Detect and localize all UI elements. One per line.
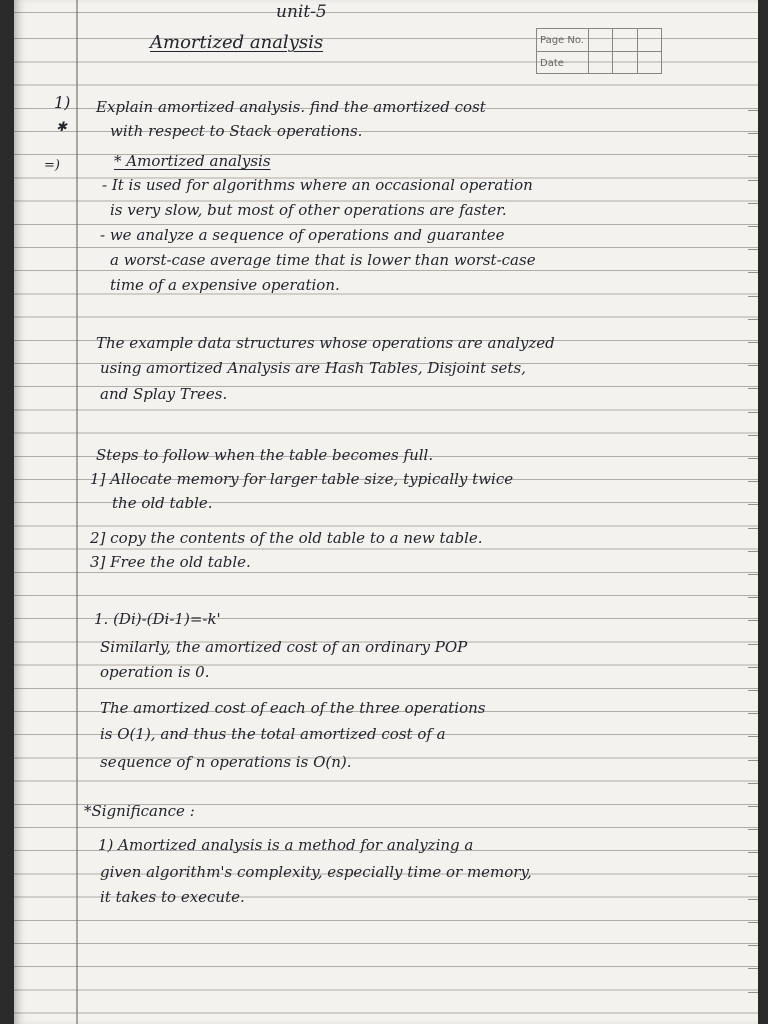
margin-tick xyxy=(748,435,758,436)
margin-tick xyxy=(748,156,758,157)
text-line: is very slow, but most of other operations are faster. xyxy=(110,201,507,219)
margin-tick xyxy=(748,272,758,273)
date-label: Date xyxy=(537,52,589,74)
text-line: using amortized Analysis are Hash Tables, Disjoint sets, xyxy=(100,359,526,377)
margin-tick xyxy=(748,713,758,714)
text-line: time of a expensive operation. xyxy=(110,276,340,294)
margin-tick xyxy=(748,388,758,389)
margin-tick xyxy=(748,249,758,250)
margin-tick xyxy=(748,226,758,227)
margin-tick xyxy=(748,968,758,969)
margin-tick xyxy=(748,481,758,482)
star-mark: ✱ xyxy=(56,120,67,135)
margin-tick xyxy=(748,899,758,900)
margin-tick xyxy=(748,922,758,923)
text-line: * Amortized analysis xyxy=(114,152,271,170)
text-line: and Splay Trees. xyxy=(100,385,228,403)
margin-tick xyxy=(748,690,758,691)
text-line: - we analyze a sequence of operations and guarantee xyxy=(100,226,505,244)
margin-tick xyxy=(748,504,758,505)
margin-tick xyxy=(748,365,758,366)
page-date-box xyxy=(536,28,662,74)
answer-arrow-mark: =) xyxy=(44,158,60,173)
text-line: given algorithm's complexity, especially time or memory, xyxy=(100,863,532,881)
margin-tick xyxy=(748,551,758,552)
margin-tick xyxy=(748,180,758,181)
text-line: operation is 0. xyxy=(100,663,210,681)
margin-tick xyxy=(748,203,758,204)
text-line: the old table. xyxy=(112,494,213,512)
margin-tick xyxy=(748,829,758,830)
margin-tick xyxy=(748,945,758,946)
text-line: Explain amortized analysis. find the amortized cost xyxy=(96,98,486,116)
notebook-page xyxy=(14,0,758,1024)
margin-tick xyxy=(748,620,758,621)
text-line: The amortized cost of each of the three operations xyxy=(100,699,486,717)
margin-tick xyxy=(748,992,758,993)
margin-tick xyxy=(748,133,758,134)
text-line: Similarly, the amortized cost of an ordinary POP xyxy=(100,638,468,656)
margin-tick xyxy=(748,319,758,320)
margin-tick xyxy=(748,412,758,413)
unit-heading: unit-5 xyxy=(276,2,327,22)
margin-tick xyxy=(748,458,758,459)
text-line: is O(1), and thus the total amortized cost of a xyxy=(100,725,446,743)
text-line: 3] Free the old table. xyxy=(90,553,251,571)
question-number-mark: 1) xyxy=(54,93,71,112)
text-line: sequence of n operations is O(n). xyxy=(100,753,352,771)
text-line: The example data structures whose operations are analyzed xyxy=(96,334,555,352)
page-no-label: Page No. xyxy=(537,29,589,51)
margin-tick xyxy=(748,110,758,111)
margin-tick xyxy=(748,597,758,598)
margin-tick xyxy=(748,760,758,761)
margin-line xyxy=(76,0,78,1024)
margin-tick xyxy=(748,528,758,529)
margin-tick xyxy=(748,852,758,853)
margin-tick xyxy=(748,342,758,343)
margin-tick xyxy=(748,296,758,297)
text-line: 2] copy the contents of the old table to a new table. xyxy=(90,529,483,547)
text-line: - It is used for algorithms where an occasional operation xyxy=(102,176,533,194)
page-title: Amortized analysis xyxy=(150,32,324,53)
text-line: 1. (Di)-(Di-1)=-k' xyxy=(94,610,221,628)
margin-tick xyxy=(748,667,758,668)
margin-tick xyxy=(748,644,758,645)
text-line: with respect to Stack operations. xyxy=(110,122,363,140)
text-line: 1) Amortized analysis is a method for analyzing a xyxy=(98,836,474,854)
text-line: it takes to execute. xyxy=(100,888,245,906)
margin-tick xyxy=(748,783,758,784)
text-line: Steps to follow when the table becomes full. xyxy=(96,446,434,464)
margin-tick xyxy=(748,574,758,575)
margin-tick xyxy=(748,736,758,737)
margin-tick xyxy=(748,806,758,807)
text-line: *Significance : xyxy=(84,802,195,820)
text-line: a worst-case average time that is lower than worst-case xyxy=(110,251,536,269)
text-line: 1] Allocate memory for larger table size, typically twice xyxy=(90,470,514,488)
margin-tick xyxy=(748,876,758,877)
